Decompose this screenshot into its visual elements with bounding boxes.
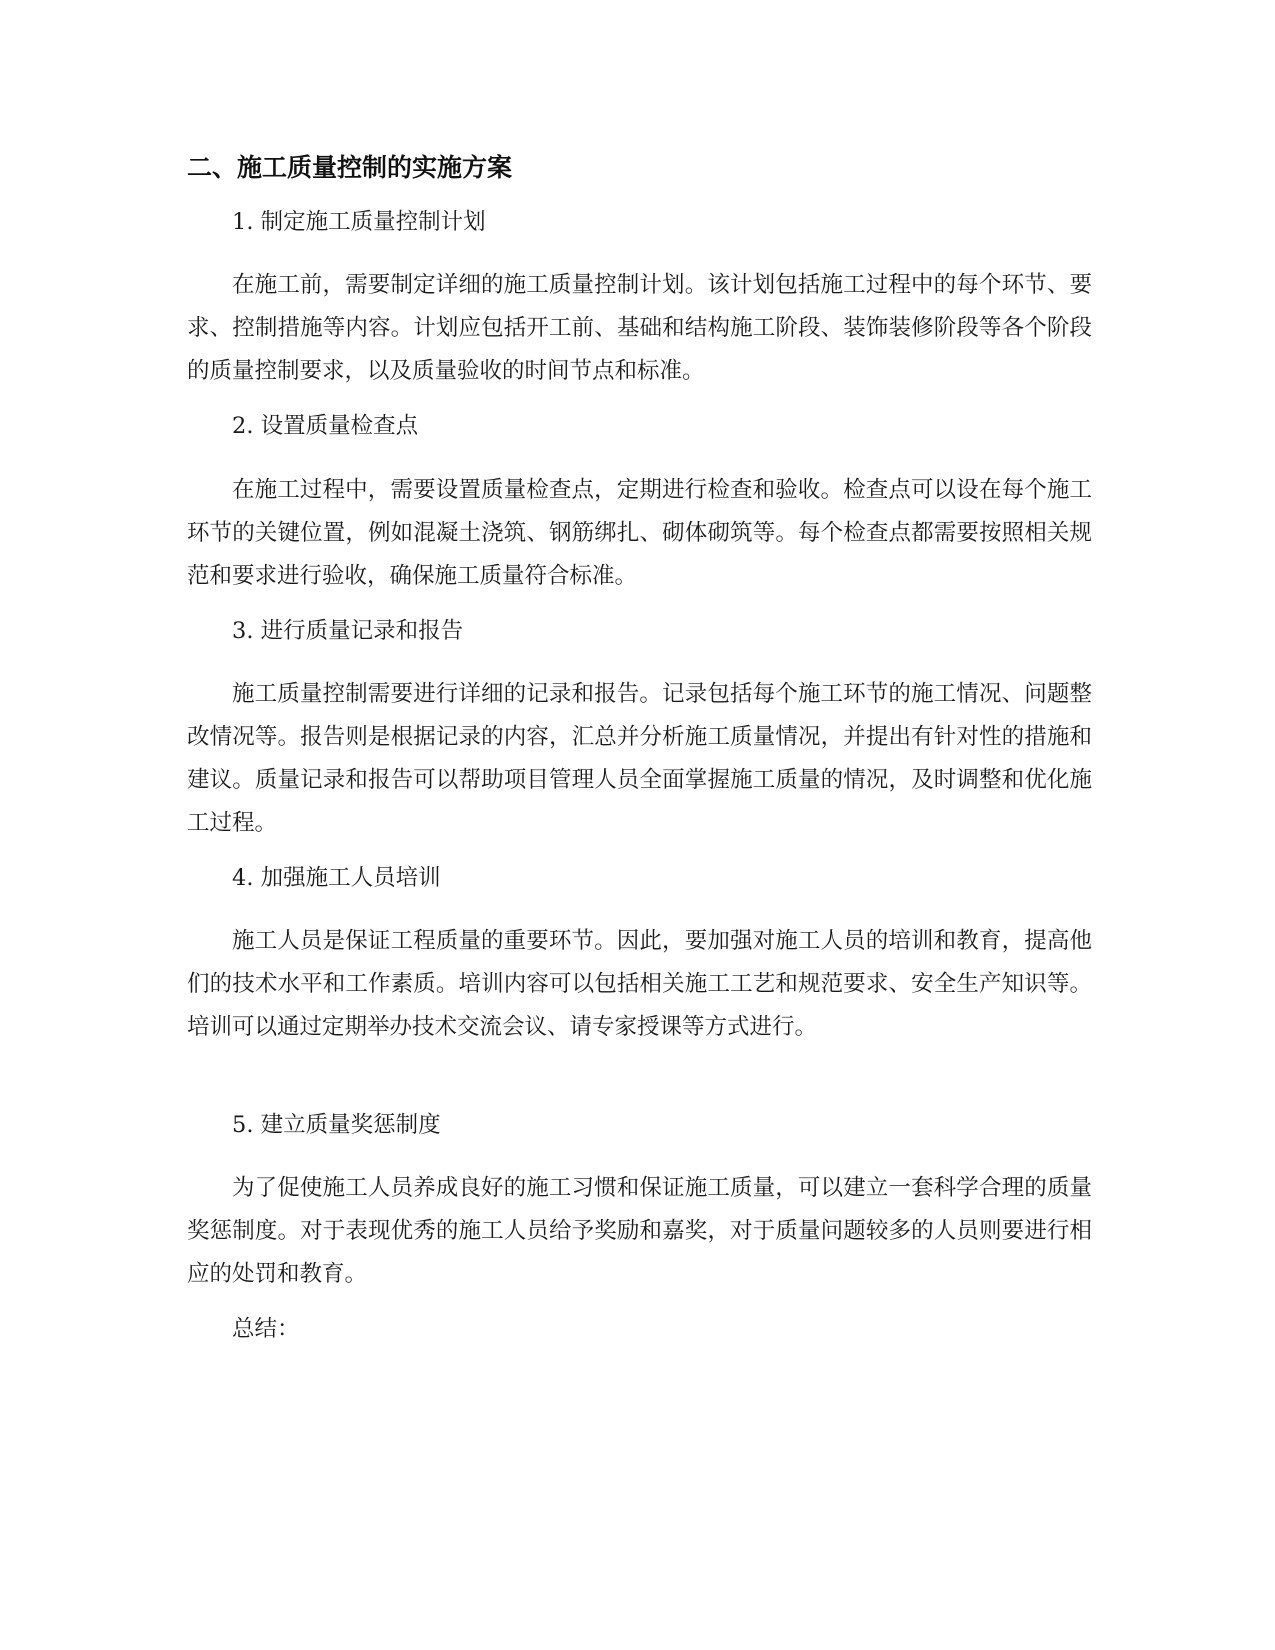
item-title-4: 4. 加强施工人员培训 — [232, 865, 441, 891]
item-body-1: 在施工前，需要制定详细的施工质量控制计划。该计划包括施工过程中的每个环节、要求、控制措施等内容。计划应包括开工前、基础和结构施工阶段、装饰装修阶段等各个阶段的质量控制要求，以及质量验收的时间节点和标准。 — [187, 272, 1092, 384]
section-heading: 二、施工质量控制的实施方案 — [187, 153, 513, 182]
item-title-5: 5. 建立质量奖惩制度 — [232, 1112, 441, 1138]
item-body-5: 为了促使施工人员养成良好的施工习惯和保证施工质量，可以建立一套科学合理的质量奖惩制度。对于表现优秀的施工人员给予奖励和嘉奖，对于质量问题较多的人员则要进行相应的处罚和教育。 — [187, 1175, 1092, 1287]
item-body-3: 施工质量控制需要进行详细的记录和报告。记录包括每个施工环节的施工情况、问题整改情况等。报告则是根据记录的内容，汇总并分析施工质量情况，并提出有针对性的措施和建议。质量记录和报告可以帮助项目管理人员全面掌握施工质量的情况，及时调整和优化施工过程。 — [187, 681, 1092, 836]
summary-label: 总结： — [232, 1316, 300, 1342]
item-title-3: 3. 进行质量记录和报告 — [232, 618, 464, 644]
item-title-2: 2. 设置质量检查点 — [232, 413, 419, 439]
item-body-4: 施工人员是保证工程质量的重要环节。因此，要加强对施工人员的培训和教育，提高他们的技术水平和工作素质。培训内容可以包括相关施工工艺和规范要求、安全生产知识等。培训可以通过定期举办技术交流会议、请专家授课等方式进行。 — [187, 928, 1092, 1040]
item-title-1: 1. 制定施工质量控制计划 — [232, 209, 486, 235]
item-body-2: 在施工过程中，需要设置质量检查点，定期进行检查和验收。检查点可以设在每个施工环节的关键位置，例如混凝土浇筑、钢筋绑扎、砌体砌筑等。每个检查点都需要按照相关规范和要求进行验收，确保施工质量符合标准。 — [187, 477, 1092, 589]
